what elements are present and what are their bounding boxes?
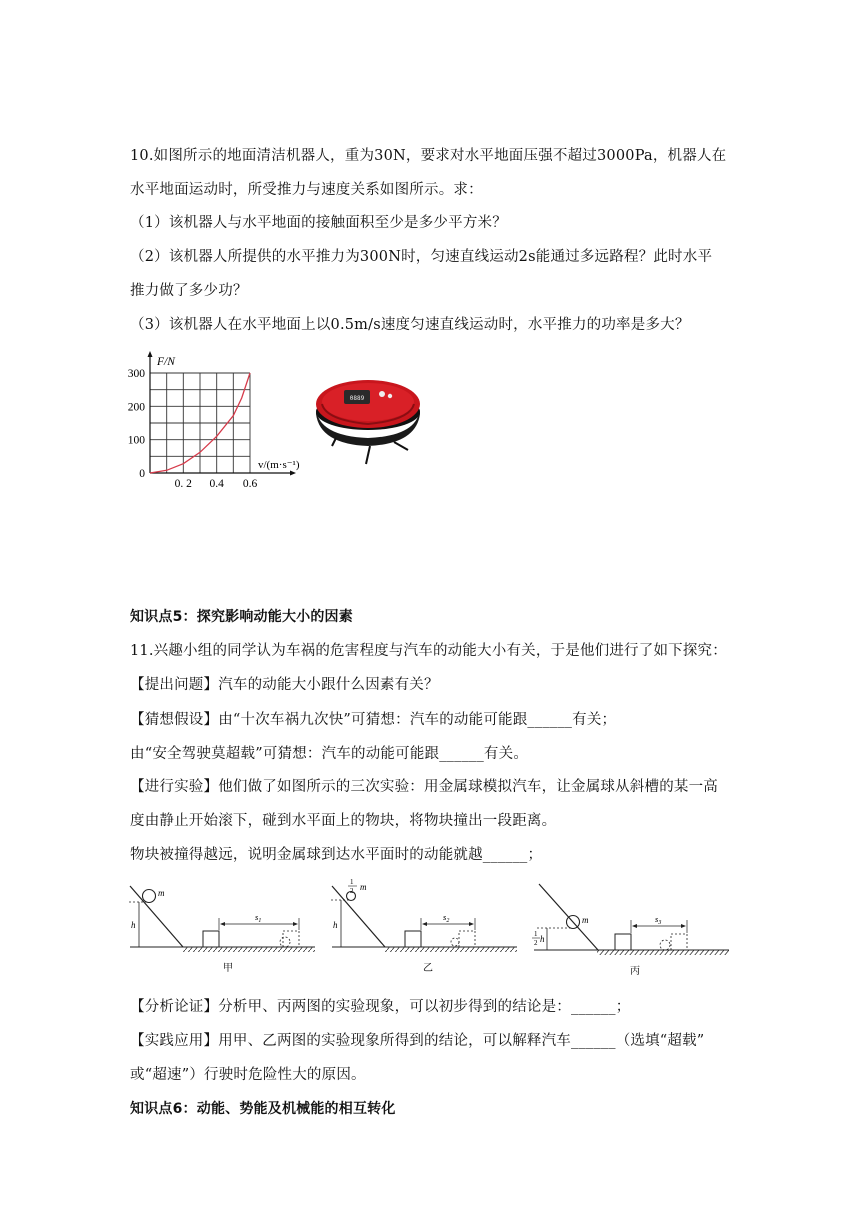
q11-hypothesis-1: 【猜想假设】由“十次车祸九次快”可猜想：汽车的动能可能跟______有关； [130, 712, 617, 728]
y-axis-label: F/N [157, 356, 175, 368]
x-tick-0.2: 0. 2 [174, 478, 192, 490]
q11-application-2: 或“超速”）行驶时危险性大的原因。 [130, 1067, 366, 1083]
x-axis-label: v/(m·s⁻¹) [258, 459, 300, 471]
q10-part2-a: （2）该机器人所提供的水平推力为300N时，匀速直线运动2s能通过多远路程？此时水平 [130, 249, 713, 265]
svg-text:m: m [158, 888, 165, 898]
chart-grid [150, 373, 250, 473]
svg-text:1: 1 [534, 930, 538, 938]
q11-analysis: 【分析论证】分析甲、丙两图的实验现象，可以初步得到的结论是：______； [130, 999, 631, 1015]
q10-part2-b: 推力做了多少功？ [130, 283, 248, 299]
svg-text:s1: $s_1$ [255, 912, 262, 924]
y-tick-300: 300 [127, 368, 145, 380]
svg-text:h: h [131, 920, 136, 930]
force-speed-chart [120, 345, 310, 495]
q11-raise-question: 【提出问题】汽车的动能大小跟什么因素有关？ [130, 677, 439, 693]
y-tick-0: 0 [139, 468, 145, 480]
y-tick-200: 200 [127, 401, 145, 414]
svg-text:2: 2 [350, 887, 354, 895]
chart-axes [148, 351, 297, 476]
wood-block [615, 934, 631, 950]
q11-experiment-1: 【进行实验】他们做了如图所示的三次实验：用金属球模拟汽车，让金属球从斜槽的某一高 [130, 779, 718, 795]
svg-text:m: m [360, 882, 367, 892]
diagram-label-bing: 丙 [630, 966, 640, 977]
q10-part3: （3）该机器人在水平地面上以0.5m/s速度匀速直线运动时，水平推力的功率是多大？ [130, 317, 690, 333]
diagram-yi [331, 878, 517, 974]
q10-line1: 10.如图所示的地面清洁机器人，重为30N，要求对水平地面压强不超过3000Pa，机器人在 [130, 148, 727, 164]
section6-title: 知识点6：动能、势能及机械能的相互转化 [130, 1101, 396, 1117]
svg-text:s3: $s_3$ [655, 914, 662, 926]
q10-line2: 水平地面运动时，所受推力与速度关系如图所示。求： [130, 182, 483, 198]
svg-text:m: m [582, 915, 589, 925]
svg-text:s2: $s_2$ [443, 912, 450, 924]
diagram-bing [532, 884, 729, 977]
robot-display-text: 0889 [349, 395, 365, 402]
x-tick-0.6: 0.6 [242, 478, 258, 490]
q11-experiment-2: 度由静止开始滚下，碰到水平面上的物块，将物块撞出一段距离。 [130, 813, 557, 829]
diagram-jia [129, 886, 315, 974]
svg-text:2: 2 [534, 939, 538, 947]
q10-part1: （1）该机器人与水平地面的接触面积至少是多少平方米？ [130, 215, 507, 231]
y-tick-100: 100 [127, 434, 145, 447]
q11-application-1: 【实践应用】用甲、乙两图的实验现象所得到的结论，可以解释汽车______（选填“超载” [130, 1033, 705, 1049]
q11-line1: 11.兴趣小组的同学认为车祸的危害程度与汽车的动能大小有关，于是他们进行了如下探究： [130, 643, 727, 659]
diagram-label-jia: 甲 [223, 963, 233, 974]
metal-ball [143, 890, 156, 903]
svg-text:h: h [333, 920, 338, 930]
x-tick-0.4: 0.4 [209, 478, 224, 490]
svg-text:1: 1 [350, 878, 354, 886]
section5-title: 知识点5：探究影响动能大小的因素 [130, 609, 353, 625]
robot-vacuum-image [308, 368, 428, 468]
wood-block [405, 931, 421, 947]
wood-block [203, 931, 219, 947]
q11-experiment-3: 物块被撞得越远，说明金属球到达水平面时的动能就越______； [130, 847, 543, 863]
diagram-label-yi: 乙 [423, 963, 433, 974]
q11-hypothesis-2: 由“安全驾驶莫超载”可猜想：汽车的动能可能跟______有关。 [130, 746, 529, 762]
svg-text:h: h [540, 934, 545, 944]
experiment-diagrams [125, 878, 740, 982]
